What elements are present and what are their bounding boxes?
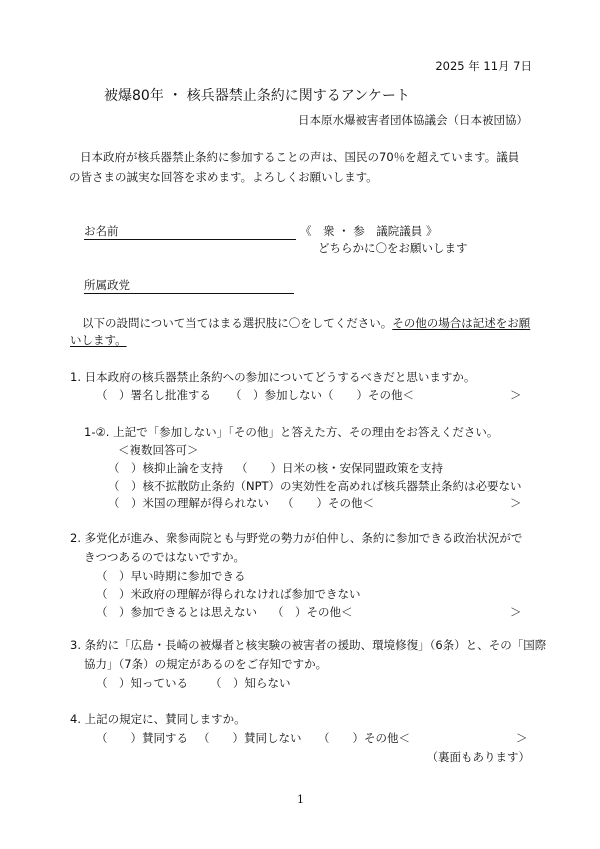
q1-2-option-alliance[interactable]: （ ）日米の核・安保同盟政策を支持 bbox=[236, 461, 443, 475]
q1-option-ratify[interactable]: （ ）署名し批准する bbox=[96, 388, 211, 402]
intro-line-2: の皆さまの誠実な回答を求めます。よろしくお願いします。 bbox=[69, 170, 378, 184]
q1-2-note: ＜複数回答可＞ bbox=[118, 443, 199, 457]
q1-2-option-npt[interactable]: （ ）核不拡散防止条約（NPT）の実効性を高めれば核兵器禁止条約は必要ない bbox=[108, 479, 522, 493]
q1-option-other[interactable]: （ ）その他＜ bbox=[322, 388, 414, 402]
q2-other-close: ＞ bbox=[510, 605, 522, 619]
q2-option-us-approval[interactable]: （ ）米政府の理解が得られなければ参加できない bbox=[96, 587, 361, 601]
instructions-underlined: その他の場合は記述をお願 bbox=[392, 316, 531, 330]
party-input-line[interactable] bbox=[84, 293, 294, 294]
q1-other-close: ＞ bbox=[510, 388, 522, 402]
q2-option-cannot[interactable]: （ ）参加できるとは思えない bbox=[96, 605, 257, 619]
q4-option-disagree[interactable]: （ ）賛同しない bbox=[198, 731, 302, 745]
q1-2-option-other[interactable]: （ ）その他＜ bbox=[282, 496, 374, 510]
name-input-line[interactable] bbox=[84, 239, 296, 240]
page-number: 1 bbox=[297, 793, 304, 806]
q2-text-line-1: 2. 多党化が進み、衆参両院とも与野党の勢力が伯仲し、条約に参加できる政治状況がで bbox=[70, 531, 523, 545]
reverse-side-note: （裏面もあります） bbox=[426, 750, 530, 764]
q1-option-not-join[interactable]: （ ）参加しない bbox=[230, 388, 322, 402]
q1-2-option-deterrence[interactable]: （ ）核抑止論を支持 bbox=[108, 461, 223, 475]
q4-text: 4. 上記の規定に、賛同しますか。 bbox=[70, 712, 246, 726]
q1-2-text: 1-②. 上記で「参加しない」「その他」と答えた方、その理由をお答えください。 bbox=[84, 425, 499, 439]
q3-option-not-know[interactable]: （ ）知らない bbox=[210, 676, 291, 690]
q3-text-line-1: 3. 条約に「広島・長崎の被爆者と核実験の被害者の援助、環境修復」（6条）と、その「国際 bbox=[70, 638, 547, 652]
organization: 日本原水爆被害者団体協議会（日本被団協） bbox=[298, 113, 528, 127]
q2-option-other[interactable]: （ ）その他＜ bbox=[272, 605, 353, 619]
q4-other-close: ＞ bbox=[516, 731, 528, 745]
house-note: どちらかに〇をお願いします bbox=[318, 241, 468, 255]
name-label: お名前 bbox=[84, 224, 119, 238]
q3-text-line-2: 協力」（7条）の規定があるのをご存知ですか。 bbox=[84, 657, 328, 671]
instructions-line-1 bbox=[82, 316, 530, 331]
q1-text: 1. 日本政府の核兵器禁止条約への参加についてどうするべきだと思いますか。 bbox=[70, 370, 476, 384]
date: 2025 年 11月 7日 bbox=[435, 59, 532, 73]
q2-text-line-2: きつつあるのではないですか。 bbox=[84, 550, 245, 564]
q4-option-agree[interactable]: （ ）賛同する bbox=[96, 731, 188, 745]
page-title: 被爆80年 ・ 核兵器禁止条約に関するアンケート bbox=[104, 88, 410, 104]
party-label: 所属政党 bbox=[84, 278, 130, 292]
q1-2-other-close: ＞ bbox=[510, 496, 522, 510]
q2-option-early[interactable]: （ ）早い時期に参加できる bbox=[96, 569, 246, 583]
instructions-line-2: いします。 bbox=[70, 333, 127, 347]
q3-option-know[interactable]: （ ）知っている bbox=[96, 676, 188, 690]
q1-2-option-us-understanding[interactable]: （ ）米国の理解が得られない bbox=[108, 496, 269, 510]
intro-line-1: 日本政府が核兵器禁止条約に参加することの声は、国民の70％を超えています。議員 bbox=[80, 150, 520, 164]
q4-option-other[interactable]: （ ）その他＜ bbox=[318, 731, 410, 745]
house-choice[interactable]: 《 衆 ・ 参 議院議員 》 bbox=[300, 224, 438, 238]
instructions-plain: 以下の設問について当てはまる選択肢に〇をしてください。 bbox=[82, 316, 393, 330]
